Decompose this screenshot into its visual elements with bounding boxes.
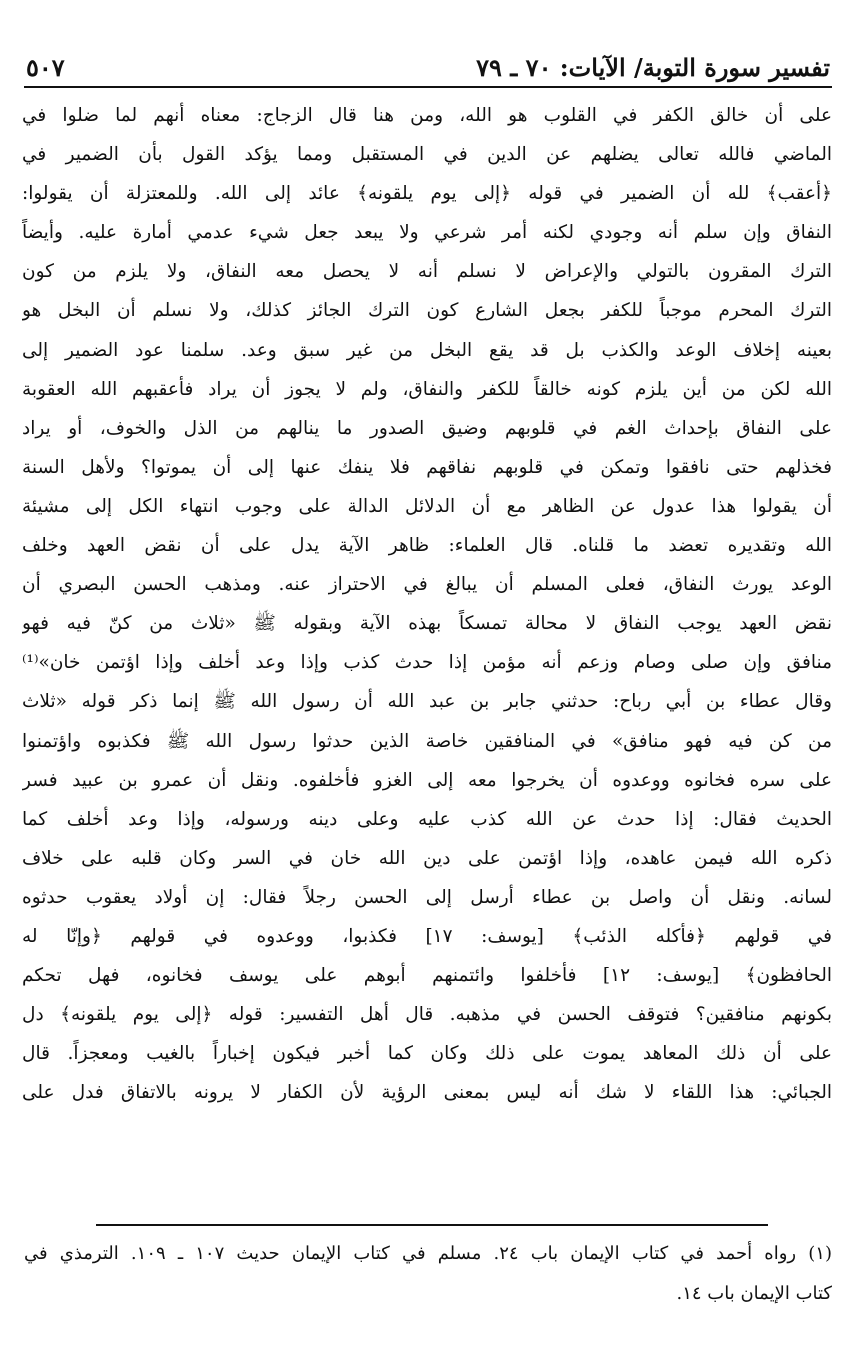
text-line: على النفاق بإحداث الغم في قلوبهم وضيق الصدور ما ينالهم من الذل والخوف، أو يراد <box>22 417 832 439</box>
page-number: ٥٠٧ <box>26 53 65 82</box>
text-line: الماضي فالله تعالى يضلهم عن الدين في المستقبل ومما يؤكد القول بأن الضمير في <box>22 144 832 166</box>
text-line: على أن ذلك المعاهد يموت على ذلك وكان كما أخبر فيكون إخباراً بالغيب ومعجزاً. قال <box>22 1043 832 1065</box>
text-line: الله وتقديره تعضد ما قلناه. قال العلماء: ظاهر الآية يدل على أن نقض العهد وخلف <box>22 535 832 557</box>
text-line: الترك المحرم موجباً للكفر بجعل الشارع كون الترك الجائز كذلك، ولا نسلم أن البخل هو <box>22 300 832 322</box>
text-line: بعينه إخلاف الوعد والكذب بل قد يقع البخل من غير سبق وعد. سلمنا عود الضمير إلى <box>22 339 832 361</box>
text-line: لسانه. ونقل أن واصل بن عطاء أرسل إلى الحسن رجلاً فقال: إن أولاد يعقوب حدثوه <box>22 886 832 908</box>
header-rule <box>24 86 832 88</box>
body-text <box>22 96 832 1112</box>
text-line: الحديث فقال: إذا حدث عن الله كذب عليه وعلى دينه ورسوله، وإذا وعد أخلف كما <box>22 808 832 830</box>
footnote-rule <box>96 1224 768 1226</box>
page-header <box>26 42 830 82</box>
text-line: النفاق وإن سلم أنه وجودي لكنه أمر شرعي ولا يبعد جعل شيء عدمي أمارة عليه. وأيضاً <box>22 222 832 244</box>
text-line: من كن فيه فهو منافق» في المنافقين خاصة الذين حدثوا رسول الله ﷺ فكذبوه واؤتمنوا <box>22 730 832 752</box>
text-line: منافق وإن صلى وصام وزعم أنه مؤمن إذا حدث كذب وإذا وعد أخلف وإذا اؤتمن خان»⁽¹⁾ <box>22 652 832 674</box>
text-line: بكونهم منافقين؟ فتوقف الحسن في مذهبه. قال أهل التفسير: قوله ﴿إلى يوم يلقونه﴾ دل <box>22 1004 832 1026</box>
text-line: ﴿أعقب﴾ لله أن الضمير في قوله ﴿إلى يوم يلقونه﴾ عائد إلى الله. وللمعتزلة أن يقولوا: <box>22 183 832 205</box>
footnote-line: (١) رواه أحمد في كتاب الإيمان باب ٢٤. مسلم في كتاب الإيمان حديث ١٠٧ ـ ١٠٩. الترمذي في <box>24 1243 832 1264</box>
text-line: فخذلهم حتى نافقوا وتمكن في قلوبهم نفاقهم فلا ينفك عنها إلى أن يموتوا؟ ولأهل السنة <box>22 456 832 478</box>
footnote-line: كتاب الإيمان باب ١٤. <box>676 1283 832 1304</box>
text-line: ذكره الله فيمن عاهده، وإذا اؤتمن على دين الله خان في السر وكان قلبه على خلاف <box>22 847 832 869</box>
running-title: تفسير سورة التوبة/ الآيات: ٧٠ ـ ٧٩ <box>476 53 830 82</box>
text-line: الحافظون﴾ [يوسف: ١٢] فأخلفوا وائتمنهم أبوهم على يوسف فخانوه، فهل تحكم <box>22 965 832 987</box>
text-line: في قولهم ﴿فأكله الذئب﴾ [يوسف: ١٧] فكذبوا، ووعدوه في قولهم ﴿وإنّا له <box>22 925 832 947</box>
text-line: نقض العهد يوجب النفاق لا محالة تمسكاً بهذه الآية وبقوله ﷺ «ثلاث من كنّ فيه فهو <box>22 613 832 635</box>
text-line: وقال عطاء بن أبي رباح: حدثني جابر بن عبد الله أن رسول الله ﷺ إنما ذكر قوله «ثلاث <box>22 691 832 713</box>
text-line: الله لكن من أين يلزم كونه خالقاً للكفر والنفاق، ولم لا يجوز أن يراد فأعقبهم الله العقوبة <box>22 378 832 400</box>
text-line: الجبائي: هذا اللقاء لا شك أنه ليس بمعنى الرؤية لأن الكفار لا يرونه بالاتفاق فدل على <box>22 1082 832 1104</box>
text-line: أن يقولوا هذا عدول عن الظاهر مع أن الدلائل الدالة على وجوب انتهاء الكل إلى مشيئة <box>22 495 832 517</box>
footnotes <box>24 1234 832 1314</box>
text-line: على سره فخانوه ووعدوه أن يخرجوا معه إلى الغزو فأخلفوه. ونقل أن عمرو بن عبيد فسر <box>22 769 832 791</box>
text-line: على أن خالق الكفر في القلوب هو الله، ومن هنا قال الزجاج: معناه أنهم لما ضلوا في <box>22 105 832 126</box>
text-line: الوعد يورث النفاق، فعلى المسلم أن يبالغ في الاحتراز عنه. ومذهب الحسن البصري أن <box>22 574 832 596</box>
text-line: الترك المقرون بالتولي والإعراض لا نسلم أنه لا يحصل معه النفاق، ولا يلزم من كون <box>22 261 832 283</box>
